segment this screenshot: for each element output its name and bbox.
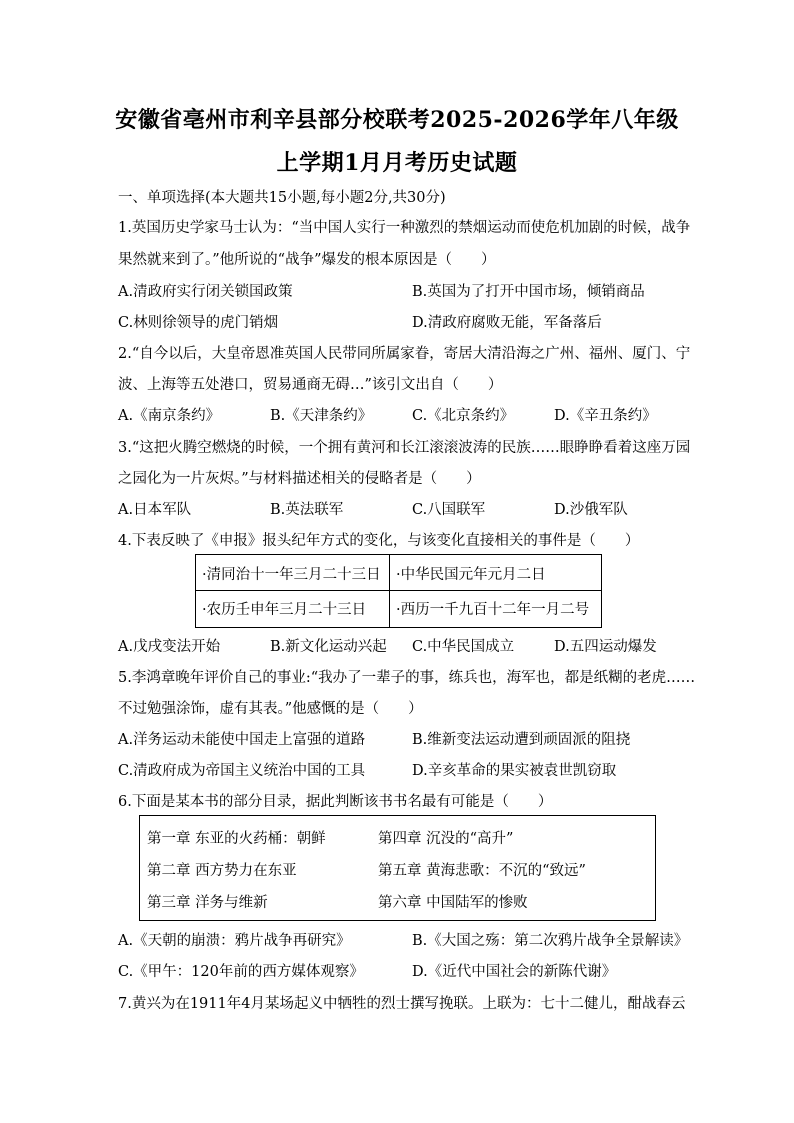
table-cell: ·中华民国元年元月二日 [396,567,546,583]
chapter-entry: 第四章 沉没的“高升” [378,831,514,847]
question-3-text: 之园化为一片灰烬。”与材料描述相关的侵略者是（ ） [118,471,481,487]
option-d: D.《辛丑条约》 [554,408,657,424]
question-2-text: 波、上海等五处港口，贸易通商无碍…”该引文出自（ ） [118,377,503,393]
option-d: D.沙俄军队 [554,502,628,518]
option-d: D.《近代中国社会的新陈代谢》 [412,964,617,980]
question-6-text: 6.下面是某本书的部分目录，据此判断该书书名最有可能是（ ） [118,794,553,810]
option-c: C.清政府成为帝国主义统治中国的工具 [118,763,366,779]
question-4-text: 4.下表反映了《申报》报头纪年方式的变化，与该变化直接相关的事件是（ ） [118,533,640,549]
chapter-entry: 第五章 黄海悲歌：不沉的“致远” [378,863,586,879]
table-cell: ·清同治十一年三月二十三日 [202,567,381,583]
chapter-entry: 第一章 东亚的火药桶：朝鲜 [147,831,326,847]
option-d: D.清政府腐败无能，军备落后 [412,315,602,331]
question-1-text: 果然就来到了。”他所说的“战争”爆发的根本原因是（ ） [118,252,496,268]
option-c: C.《北京条约》 [412,408,515,424]
option-b: B.《天津条约》 [270,408,373,424]
option-c: C.八国联军 [412,502,486,518]
option-c: C.中华民国成立 [412,639,515,655]
section-heading: 一、单项选择(本大题共15小题,每小题2分,共30分) [118,190,446,206]
option-a: A.洋务运动未能使中国走上富强的道路 [118,732,366,748]
exam-title-line1: 安徽省亳州市利辛县部分校联考2025-2026学年八年级 [115,107,679,133]
question-3-text: 3.“这把火腾空燃烧的时候，一个拥有黄河和长江滚滚波涛的民族……眼睁睁看着这座万园 [118,440,691,456]
chapter-entry: 第二章 西方势力在东亚 [147,863,297,879]
question-7-text: 7.黄兴为在1911年4月某场起义中牺牲的烈士撰写挽联。上联为：七十二健儿，酣战春云 [118,996,686,1012]
newspaper-date-table [195,554,602,628]
option-c: C.《甲午：120年前的西方媒体观察》 [118,964,364,980]
option-d: D.辛亥革命的果实被袁世凯窃取 [412,763,617,779]
chapter-entry: 第六章 中国陆军的惨败 [378,895,528,911]
option-b: B.新文化运动兴起 [270,639,387,655]
option-b: B.《大国之殇：第二次鸦片战争全景解读》 [412,933,689,949]
option-a: A.清政府实行闭关锁国政策 [118,284,293,300]
question-5-text: 不过勉强涂饰，虚有其表。”他感慨的是（ ） [118,701,423,717]
chapter-entry: 第三章 洋务与维新 [147,895,268,911]
option-b: B.维新变法运动遭到顽固派的阻挠 [412,732,631,748]
option-a: A.《天朝的崩溃：鸦片战争再研究》 [118,933,351,949]
table-cell: ·农历壬申年三月二十三日 [202,602,367,618]
exam-title-line2: 上学期1月月考历史试题 [276,150,518,176]
question-2-text: 2.“自今以后，大皇帝恩准英国人民带同所属家眷，寄居大清沿海之广州、福州、厦门、宁 [118,346,691,362]
option-d: D.五四运动爆发 [554,639,657,655]
question-5-text: 5.李鸿章晚年评价自己的事业:“我办了一辈子的事，练兵也，海军也，都是纸糊的老虎…… [118,670,696,686]
option-b: B.英法联军 [270,502,344,518]
option-a: A.戊戌变法开始 [118,639,221,655]
question-1-text: 1.英国历史学家马士认为：“当中国人实行一种激烈的禁烟运动而使危机加剧的时候，战争 [118,220,691,236]
book-contents-box [139,815,656,921]
option-b: B.英国为了打开中国市场，倾销商品 [412,284,645,300]
option-c: C.林则徐领导的虎门销烟 [118,315,279,331]
option-a: A.《南京条约》 [118,408,221,424]
table-cell: ·西历一千九百十二年一月二号 [396,602,590,618]
option-a: A.日本军队 [118,502,192,518]
